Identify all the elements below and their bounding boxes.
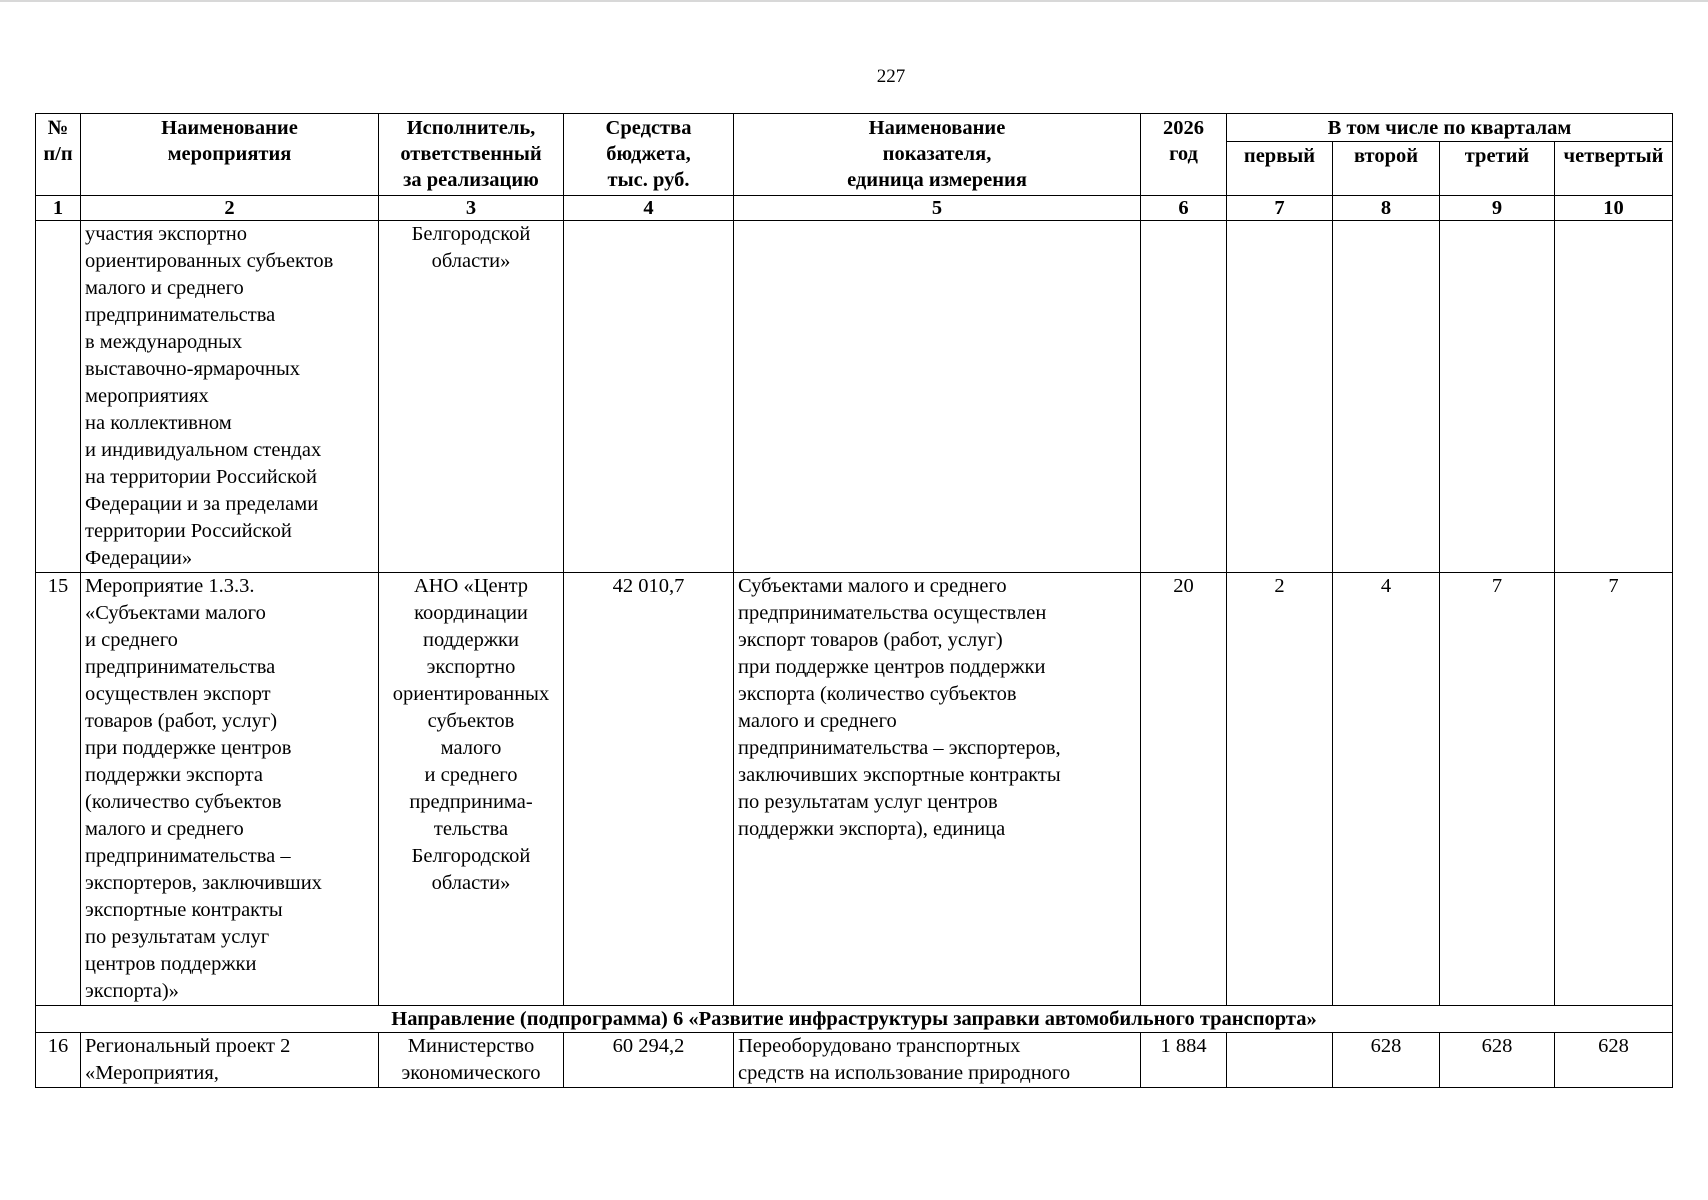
cell-no: 15 — [36, 573, 81, 1006]
cell-year — [1141, 221, 1227, 573]
header-no: № п/п — [36, 114, 81, 196]
cell-budget: 60 294,2 — [564, 1033, 734, 1088]
cell-no: 16 — [36, 1033, 81, 1088]
header-indicator: Наименование показателя, единица измерения — [734, 114, 1141, 196]
column-number: 10 — [1555, 196, 1673, 221]
cell-indicator — [734, 221, 1141, 573]
cell-q1: 2 — [1227, 573, 1333, 1006]
cell-q2: 4 — [1333, 573, 1440, 1006]
cell-name: Мероприятие 1.3.3. «Субъектами малого и среднего предпринимательства осуществлен экспорт товаров (работ, услуг) при поддержке центров поддержки экспорта (количество субъектов малого и среднего предпринимательства – экспортеров, заключивших экспортные контракты по результатам услуг центров поддержки экспорта)» — [81, 573, 379, 1006]
column-number: 9 — [1440, 196, 1555, 221]
header-quarters-group: В том числе по кварталам — [1227, 114, 1673, 142]
column-number: 1 — [36, 196, 81, 221]
column-number: 4 — [564, 196, 734, 221]
cell-q2 — [1333, 221, 1440, 573]
table-row — [36, 221, 1673, 573]
events-table — [35, 113, 1673, 1088]
column-number: 3 — [379, 196, 564, 221]
column-number: 2 — [81, 196, 379, 221]
cell-q3: 628 — [1440, 1033, 1555, 1088]
column-number: 6 — [1141, 196, 1227, 221]
table-row — [36, 1033, 1673, 1088]
column-number: 8 — [1333, 196, 1440, 221]
cell-q1 — [1227, 1033, 1333, 1088]
section-row — [36, 1006, 1673, 1033]
cell-executor: Министерство экономического — [379, 1033, 564, 1088]
column-number: 7 — [1227, 196, 1333, 221]
header-year: 2026 год — [1141, 114, 1227, 196]
cell-year: 20 — [1141, 573, 1227, 1006]
table-row — [36, 573, 1673, 1006]
header-q1: первый — [1227, 142, 1333, 196]
page-number: 227 — [876, 66, 906, 87]
cell-budget — [564, 221, 734, 573]
cell-name: участия экспортно ориентированных субъектов малого и среднего предпринимательства в международных выставочно-ярмарочных мероприятиях на коллективном и индивидуальном стендах на территории Российской Федерации и за пределами территории Российской Федерации» — [81, 221, 379, 573]
header-name: Наименование мероприятия — [81, 114, 379, 196]
scan-top-edge — [0, 0, 1708, 2]
cell-q2: 628 — [1333, 1033, 1440, 1088]
header-budget: Средства бюджета, тыс. руб. — [564, 114, 734, 196]
header-q4: четвертый — [1555, 142, 1673, 196]
header-row-1 — [36, 114, 1673, 142]
cell-year: 1 884 — [1141, 1033, 1227, 1088]
header-q3: третий — [1440, 142, 1555, 196]
header-executor: Исполнитель, ответственный за реализацию — [379, 114, 564, 196]
column-number: 5 — [734, 196, 1141, 221]
cell-name: Региональный проект 2 «Мероприятия, — [81, 1033, 379, 1088]
cell-q4 — [1555, 221, 1673, 573]
cell-indicator: Переоборудовано транспортных средств на использование природного — [734, 1033, 1141, 1088]
column-number-row — [36, 196, 1673, 221]
cell-no — [36, 221, 81, 573]
cell-q1 — [1227, 221, 1333, 573]
cell-q4: 628 — [1555, 1033, 1673, 1088]
cell-executor: АНО «Центр координации поддержки экспортно ориентированных субъектов малого и среднего предпринима- тельства Белгородской области» — [379, 573, 564, 1006]
cell-budget: 42 010,7 — [564, 573, 734, 1006]
cell-indicator: Субъектами малого и среднего предпринимательства осуществлен экспорт товаров (работ, услуг) при поддержке центров поддержки экспорта (количество субъектов малого и среднего предпринимательства – экспортеров, заключивших экспортные контракты по результатам услуг центров поддержки экспорта), единица — [734, 573, 1141, 1006]
cell-executor: Белгородской области» — [379, 221, 564, 573]
cell-q3: 7 — [1440, 573, 1555, 1006]
cell-q3 — [1440, 221, 1555, 573]
header-q2: второй — [1333, 142, 1440, 196]
section-title: Направление (подпрограмма) 6 «Развитие инфраструктуры заправки автомобильного транспорта» — [36, 1006, 1673, 1033]
cell-q4: 7 — [1555, 573, 1673, 1006]
